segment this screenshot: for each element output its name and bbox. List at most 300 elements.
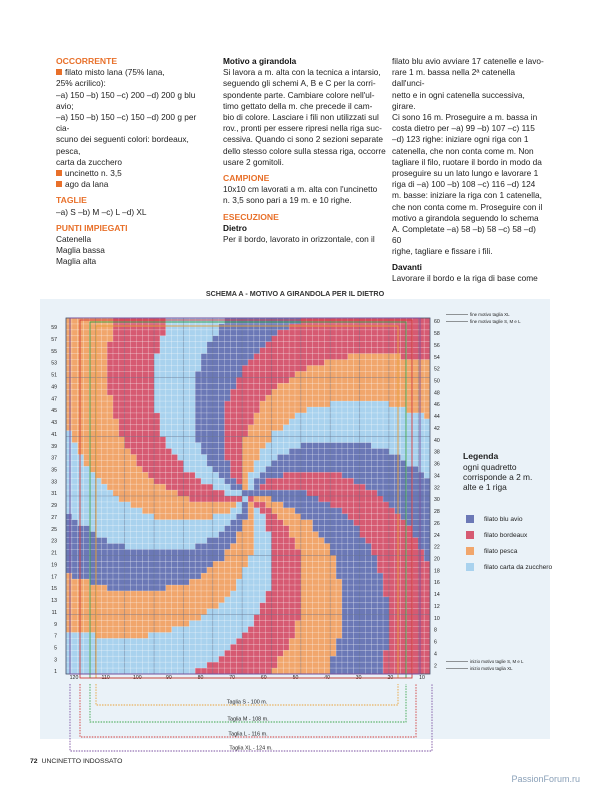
column-label: 110	[101, 675, 110, 681]
grid-cell	[412, 490, 418, 496]
grid-cell	[236, 526, 242, 532]
grid-cell	[424, 490, 430, 496]
row-label-left: 27	[51, 515, 57, 521]
campione-heading: CAMPIONE	[223, 173, 270, 184]
grid-cell	[219, 419, 225, 425]
grid-cell	[336, 336, 342, 342]
grid-cell	[207, 632, 213, 638]
row-label-right: 32	[434, 485, 440, 492]
grid-cell	[266, 395, 272, 401]
grid-cell	[213, 532, 219, 538]
grid-cell	[307, 431, 313, 437]
grid-cell	[389, 478, 395, 484]
grid-cell	[66, 437, 72, 443]
grid-cell	[424, 561, 430, 567]
grid-cell	[313, 389, 319, 395]
grid-cell	[307, 466, 313, 472]
grid-cell	[418, 425, 424, 431]
grid-cell	[183, 431, 189, 437]
grid-cell	[289, 555, 295, 561]
grid-cell	[271, 579, 277, 585]
grid-cell	[295, 472, 301, 478]
column-label: 50	[292, 675, 299, 681]
grid-cell	[66, 502, 72, 508]
grid-cell	[418, 472, 424, 478]
grid-cell	[189, 348, 195, 354]
grid-cell	[260, 650, 266, 656]
grid-cell	[107, 342, 113, 348]
grid-cell	[119, 365, 125, 371]
grid-cell	[260, 543, 266, 549]
grid-cell	[295, 555, 301, 561]
grid-cell	[318, 538, 324, 544]
grid-cell	[72, 318, 78, 324]
grid-cell	[84, 644, 90, 650]
grid-cell	[84, 561, 90, 567]
grid-cell	[201, 650, 207, 656]
grid-cell	[119, 490, 125, 496]
grid-cell	[195, 490, 201, 496]
grid-cell	[330, 668, 336, 674]
text-line: A. Completate –a) 58 –b) 58 –c) 58 –d) 60	[392, 224, 536, 246]
grid-cell	[66, 460, 72, 466]
grid-cell	[219, 348, 225, 354]
grid-cell	[172, 597, 178, 603]
grid-cell	[307, 348, 313, 354]
davanti-heading: Davanti	[392, 261, 422, 272]
grid-cell	[201, 632, 207, 638]
grid-cell	[260, 443, 266, 449]
color-swatch	[466, 515, 474, 523]
grid-cell	[313, 318, 319, 324]
grid-cell	[101, 609, 107, 615]
grid-cell	[307, 638, 313, 644]
grid-cell	[242, 514, 248, 520]
grid-cell	[113, 419, 119, 425]
grid-cell	[365, 573, 371, 579]
grid-cell	[330, 543, 336, 549]
grid-cell	[136, 365, 142, 371]
grid-cell	[336, 650, 342, 656]
grid-cell	[101, 318, 107, 324]
grid-cell	[283, 514, 289, 520]
grid-cell	[324, 443, 330, 449]
grid-cell	[412, 460, 418, 466]
grid-cell	[383, 496, 389, 502]
grid-cell	[142, 650, 148, 656]
grid-cell	[242, 567, 248, 573]
grid-cell	[360, 389, 366, 395]
grid-cell	[336, 508, 342, 514]
grid-cell	[336, 526, 342, 532]
grid-cell	[289, 383, 295, 389]
grid-cell	[113, 609, 119, 615]
row-label-right: 16	[434, 580, 440, 587]
grid-cell	[260, 371, 266, 377]
grid-cell	[271, 543, 277, 549]
grid-cell	[207, 336, 213, 342]
grid-cell	[348, 567, 354, 573]
grid-cell	[136, 561, 142, 567]
grid-cell	[371, 484, 377, 490]
grid-cell	[330, 318, 336, 324]
grid-cell	[225, 348, 231, 354]
grid-cell	[271, 395, 277, 401]
grid-cell	[125, 638, 131, 644]
grid-cell	[207, 662, 213, 668]
grid-cell	[365, 579, 371, 585]
grid-cell	[371, 549, 377, 555]
grid-cell	[283, 662, 289, 668]
grid-cell	[254, 638, 260, 644]
grid-cell	[307, 496, 313, 502]
grid-cell	[354, 330, 360, 336]
grid-cell	[418, 543, 424, 549]
grid-cell	[84, 389, 90, 395]
grid-cell	[131, 627, 137, 633]
grid-cell	[348, 395, 354, 401]
grid-cell	[195, 632, 201, 638]
grid-cell	[178, 318, 184, 324]
row-label-right: 30	[434, 497, 440, 504]
grid-cell	[107, 597, 113, 603]
grid-cell	[348, 443, 354, 449]
grid-cell	[383, 419, 389, 425]
grid-cell	[189, 478, 195, 484]
grid-cell	[301, 567, 307, 573]
grid-cell	[377, 478, 383, 484]
grid-cell	[389, 627, 395, 633]
grid-cell	[107, 395, 113, 401]
grid-cell	[78, 609, 84, 615]
grid-cell	[412, 520, 418, 526]
grid-cell	[242, 526, 248, 532]
grid-cell	[195, 609, 201, 615]
grid-cell	[283, 496, 289, 502]
grid-cell	[189, 532, 195, 538]
grid-cell	[324, 342, 330, 348]
text-line: dello stesso colore sulla stessa riga, occorre	[223, 145, 386, 156]
grid-cell	[131, 365, 137, 371]
grid-cell	[142, 407, 148, 413]
grid-cell	[336, 502, 342, 508]
grid-cell	[230, 567, 236, 573]
grid-cell	[354, 336, 360, 342]
grid-cell	[324, 656, 330, 662]
grid-cell	[213, 419, 219, 425]
grid-cell	[371, 449, 377, 455]
grid-cell	[424, 632, 430, 638]
grid-cell	[336, 561, 342, 567]
grid-cell	[142, 662, 148, 668]
grid-cell	[213, 638, 219, 644]
grid-cell	[324, 466, 330, 472]
grid-cell	[125, 585, 131, 591]
grid-cell	[248, 466, 254, 472]
grid-cell	[219, 609, 225, 615]
grid-cell	[148, 419, 154, 425]
grid-cell	[313, 650, 319, 656]
grid-cell	[283, 324, 289, 330]
grid-cell	[189, 627, 195, 633]
grid-cell	[78, 603, 84, 609]
grid-cell	[295, 330, 301, 336]
grid-cell	[307, 526, 313, 532]
grid-cell	[313, 502, 319, 508]
grid-cell	[236, 419, 242, 425]
grid-cell	[219, 621, 225, 627]
grid-cell	[142, 543, 148, 549]
grid-cell	[225, 609, 231, 615]
grid-cell	[131, 336, 137, 342]
grid-cell	[136, 395, 142, 401]
grid-cell	[148, 383, 154, 389]
grid-cell	[360, 526, 366, 532]
grid-cell	[389, 621, 395, 627]
grid-cell	[201, 579, 207, 585]
grid-cell	[219, 502, 225, 508]
grid-cell	[383, 407, 389, 413]
grid-cell	[418, 484, 424, 490]
grid-cell	[365, 365, 371, 371]
grid-cell	[195, 508, 201, 514]
grid-cell	[125, 466, 131, 472]
grid-cell	[348, 478, 354, 484]
grid-cell	[107, 443, 113, 449]
grid-cell	[342, 638, 348, 644]
grid-cell	[289, 538, 295, 544]
grid-cell	[424, 555, 430, 561]
grid-cell	[266, 484, 272, 490]
grid-cell	[365, 360, 371, 366]
grid-cell	[154, 514, 160, 520]
grid-cell	[248, 377, 254, 383]
grid-cell	[101, 437, 107, 443]
grid-cell	[142, 377, 148, 383]
grid-cell	[266, 662, 272, 668]
grid-cell	[219, 644, 225, 650]
grid-cell	[318, 454, 324, 460]
grid-cell	[365, 330, 371, 336]
grid-cell	[178, 336, 184, 342]
grid-cell	[195, 348, 201, 354]
grid-cell	[160, 431, 166, 437]
grid-cell	[283, 585, 289, 591]
grid-cell	[172, 454, 178, 460]
grid-cell	[225, 621, 231, 627]
grid-cell	[172, 472, 178, 478]
grid-cell	[172, 520, 178, 526]
grid-cell	[301, 401, 307, 407]
grid-cell	[313, 609, 319, 615]
grid-cell	[136, 603, 142, 609]
grid-cell	[230, 401, 236, 407]
grid-cell	[201, 371, 207, 377]
grid-cell	[213, 490, 219, 496]
grid-cell	[113, 502, 119, 508]
grid-cell	[295, 615, 301, 621]
grid-cell	[72, 371, 78, 377]
grid-cell	[225, 437, 231, 443]
grid-cell	[307, 484, 313, 490]
grid-cell	[424, 342, 430, 348]
grid-cell	[113, 342, 119, 348]
grid-cell	[107, 567, 113, 573]
grid-cell	[207, 538, 213, 544]
grid-cell	[266, 514, 272, 520]
grid-cell	[230, 348, 236, 354]
grid-cell	[377, 431, 383, 437]
grid-cell	[119, 668, 125, 674]
grid-cell	[84, 615, 90, 621]
grid-cell	[254, 538, 260, 544]
grid-cell	[213, 383, 219, 389]
grid-cell	[166, 330, 172, 336]
grid-cell	[119, 377, 125, 383]
grid-cell	[318, 472, 324, 478]
grid-cell	[136, 615, 142, 621]
grid-cell	[195, 603, 201, 609]
grid-cell	[266, 342, 272, 348]
grid-cell	[330, 573, 336, 579]
grid-cell	[336, 490, 342, 496]
grid-cell	[418, 656, 424, 662]
grid-cell	[248, 490, 254, 496]
grid-cell	[195, 324, 201, 330]
grid-cell	[113, 401, 119, 407]
grid-cell	[307, 460, 313, 466]
grid-cell	[254, 365, 260, 371]
grid-cell	[78, 371, 84, 377]
grid-cell	[101, 460, 107, 466]
grid-cell	[154, 383, 160, 389]
grid-cell	[154, 348, 160, 354]
row-label-right: 8	[434, 627, 437, 634]
grid-cell	[266, 650, 272, 656]
row-label-right: 12	[434, 604, 440, 610]
grid-cell	[201, 490, 207, 496]
grid-cell	[107, 324, 113, 330]
grid-cell	[236, 627, 242, 633]
column-label: 70	[229, 675, 236, 681]
grid-cell	[260, 585, 266, 591]
grid-cell	[301, 460, 307, 466]
taglie-heading: TAGLIE	[56, 195, 87, 206]
grid-cell	[78, 389, 84, 395]
grid-cell	[189, 490, 195, 496]
grid-cell	[424, 520, 430, 526]
grid-cell	[301, 472, 307, 478]
grid-cell	[172, 365, 178, 371]
grid-cell	[72, 549, 78, 555]
grid-cell	[313, 330, 319, 336]
grid-cell	[178, 360, 184, 366]
grid-cell	[66, 490, 72, 496]
grid-cell	[230, 627, 236, 633]
grid-cell	[336, 621, 342, 627]
grid-cell	[78, 460, 84, 466]
grid-cell	[289, 532, 295, 538]
grid-cell	[131, 662, 137, 668]
grid-cell	[230, 638, 236, 644]
grid-cell	[324, 354, 330, 360]
grid-cell	[125, 490, 131, 496]
grid-cell	[201, 638, 207, 644]
grid-cell	[72, 543, 78, 549]
grid-cell	[148, 597, 154, 603]
grid-cell	[412, 573, 418, 579]
grid-cell	[154, 431, 160, 437]
grid-cell	[213, 567, 219, 573]
grid-cell	[142, 632, 148, 638]
grid-cell	[242, 520, 248, 526]
grid-cell	[313, 603, 319, 609]
grid-cell	[348, 632, 354, 638]
grid-cell	[160, 413, 166, 419]
grid-cell	[136, 668, 142, 674]
grid-cell	[236, 609, 242, 615]
grid-cell	[201, 478, 207, 484]
grid-cell	[136, 621, 142, 627]
grid-cell	[301, 579, 307, 585]
grid-cell	[424, 401, 430, 407]
grid-cell	[266, 449, 272, 455]
grid-cell	[289, 425, 295, 431]
grid-cell	[283, 466, 289, 472]
grid-cell	[131, 342, 137, 348]
grid-cell	[172, 443, 178, 449]
grid-cell	[183, 520, 189, 526]
grid-cell	[242, 603, 248, 609]
grid-cell	[289, 484, 295, 490]
grid-cell	[189, 449, 195, 455]
grid-cell	[131, 526, 137, 532]
grid-cell	[271, 472, 277, 478]
grid-cell	[166, 555, 172, 561]
grid-cell	[107, 638, 113, 644]
grid-cell	[336, 342, 342, 348]
grid-cell	[354, 490, 360, 496]
grid-cell	[307, 656, 313, 662]
grid-cell	[131, 407, 137, 413]
grid-cell	[307, 632, 313, 638]
grid-cell	[160, 638, 166, 644]
grid-cell	[148, 348, 154, 354]
grid-cell	[318, 526, 324, 532]
grid-cell	[160, 460, 166, 466]
grid-cell	[313, 532, 319, 538]
grid-cell	[348, 585, 354, 591]
grid-cell	[383, 466, 389, 472]
grid-cell	[342, 496, 348, 502]
grid-cell	[154, 443, 160, 449]
grid-cell	[178, 585, 184, 591]
grid-cell	[318, 419, 324, 425]
grid-cell	[178, 609, 184, 615]
grid-cell	[236, 662, 242, 668]
grid-cell	[66, 383, 72, 389]
grid-cell	[230, 591, 236, 597]
row-label-left: 29	[51, 503, 57, 510]
grid-cell	[195, 526, 201, 532]
grid-cell	[377, 336, 383, 342]
grid-cell	[131, 591, 137, 597]
grid-cell	[318, 449, 324, 455]
grid-cell	[125, 579, 131, 585]
grid-cell	[360, 538, 366, 544]
grid-cell	[277, 371, 283, 377]
grid-cell	[225, 336, 231, 342]
